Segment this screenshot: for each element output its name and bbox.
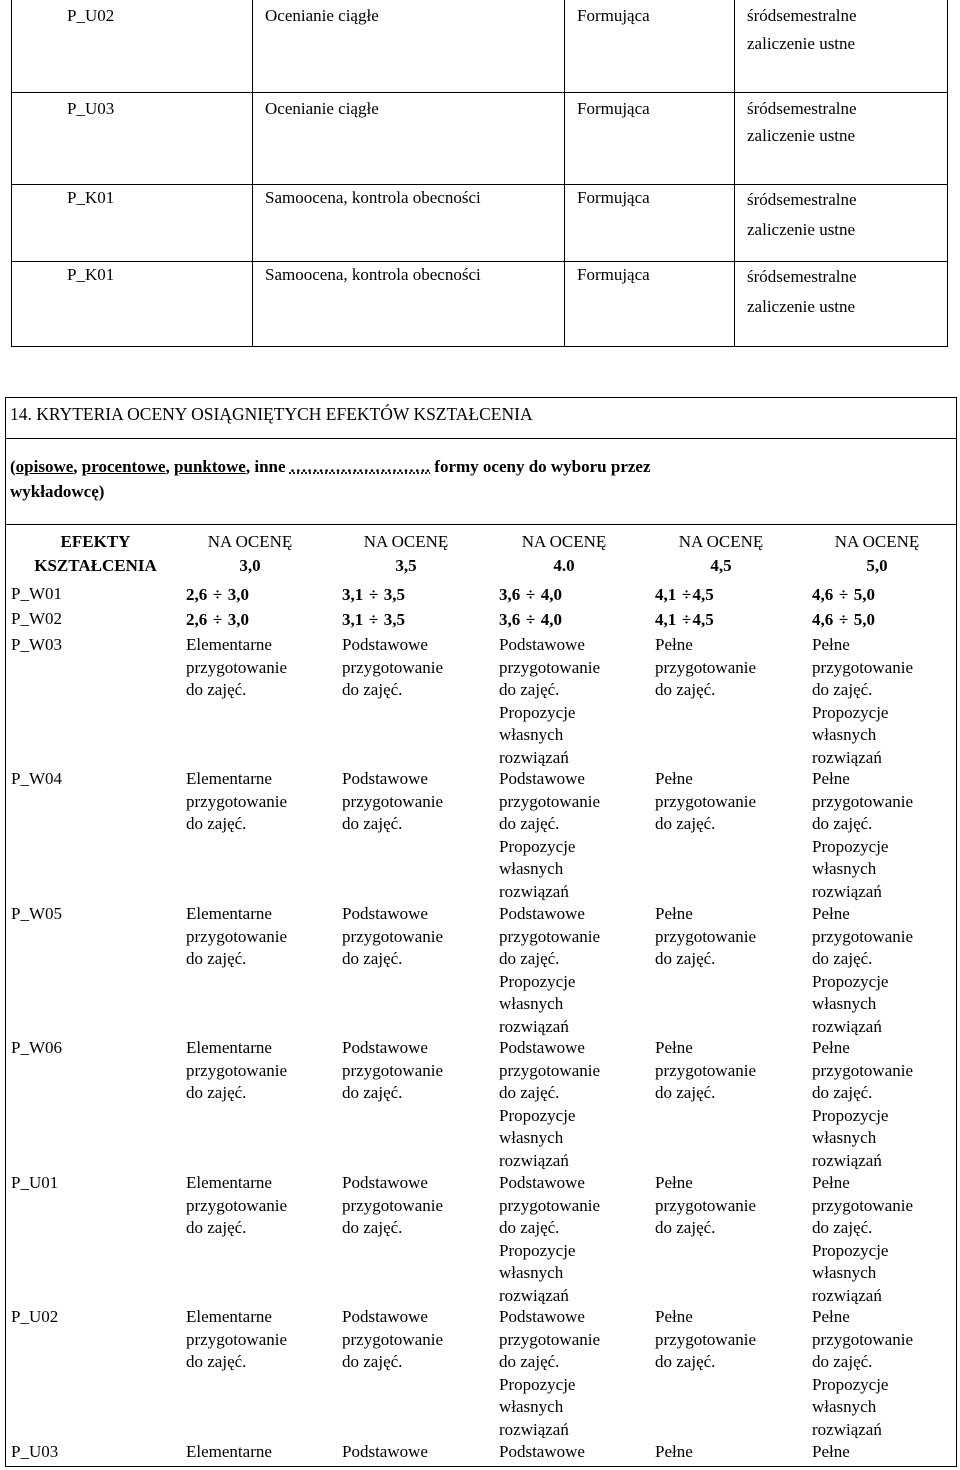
- criterion-line: do zajęć.: [812, 1218, 873, 1237]
- criterion-line: Pełne: [655, 1173, 693, 1192]
- assessment-method: Samoocena, kontrola obecności: [265, 265, 481, 284]
- assessment-type: zaliczenie ustne: [747, 220, 856, 239]
- criterion-line: do zajęć.: [655, 1218, 716, 1237]
- criterion-line: rozwiązań: [499, 1016, 569, 1036]
- grade-criterion: [186, 1172, 287, 1240]
- criterion-line: przygotowanie: [186, 1329, 288, 1349]
- criterion-line: przygotowanie: [342, 791, 444, 811]
- criterion-line: Podstawowe: [499, 1038, 585, 1057]
- grade-criterion: [342, 634, 443, 702]
- range-divider: ÷: [212, 610, 223, 629]
- criterion-line: do zajęć.: [499, 1083, 560, 1102]
- criterion-line: własnych: [499, 1397, 564, 1416]
- range-divider: ÷: [681, 585, 692, 604]
- grade-range: [186, 584, 249, 606]
- grade-range: [342, 584, 405, 606]
- criterion-line: przygotowanie: [342, 1060, 444, 1080]
- criterion-line: Pełne: [812, 769, 850, 788]
- range-from: 4,1: [655, 610, 677, 629]
- section-heading: 14. KRYTERIA OCENY OSIĄGNIĘTYCH EFEKTÓW KSZTAŁCENIA: [10, 404, 533, 424]
- criterion-line: Podstawowe: [342, 1038, 428, 1057]
- grade-range: [655, 584, 714, 606]
- range-to: 3,5: [383, 585, 405, 604]
- criterion-line: przygotowanie: [499, 657, 601, 677]
- grade-criterion: [186, 903, 287, 971]
- criterion-line: Podstawowe: [342, 635, 428, 654]
- grade-criterion: [186, 768, 287, 836]
- criterion-line: rozwiązań: [499, 1419, 569, 1439]
- grade-criterion: [812, 634, 913, 769]
- criterion-line: rozwiązań: [812, 1285, 882, 1305]
- range-divider: ÷: [838, 585, 849, 604]
- grade-criterion: [655, 1037, 756, 1105]
- criterion-line: Propozycje: [812, 702, 889, 722]
- assessment-form: Formująca: [577, 188, 650, 207]
- criterion-line: Pełne: [655, 1038, 693, 1057]
- effect-code: P_U02: [11, 1307, 59, 1326]
- subtitle-divider: [5, 524, 957, 525]
- heading-divider: [5, 438, 957, 439]
- criterion-line: Pełne: [655, 1307, 693, 1326]
- criterion-line: rozwiązań: [499, 747, 569, 767]
- criterion-line: do zajęć.: [812, 1352, 873, 1371]
- range-from: 2,6: [186, 585, 208, 604]
- criterion-line: przygotowanie: [655, 1195, 757, 1215]
- criterion-line: Elementarne: [186, 635, 272, 654]
- grade-criterion: [655, 768, 756, 836]
- assessment-form: Formująca: [577, 265, 650, 284]
- criterion-line: rozwiązań: [812, 1150, 882, 1170]
- header-line: 5,0: [866, 556, 888, 575]
- range-divider: ÷: [212, 585, 223, 604]
- header-line: 4,5: [710, 556, 732, 575]
- range-from: 4,6: [812, 585, 834, 604]
- criterion-line: własnych: [499, 1128, 564, 1147]
- criterion-line: przygotowanie: [812, 657, 914, 677]
- criterion-line: do zajęć.: [186, 949, 247, 968]
- effect-code: P_W02: [11, 609, 62, 628]
- effect-code: P_U03: [67, 99, 115, 118]
- grade-range: [812, 609, 875, 631]
- criterion-line: własnych: [812, 725, 877, 744]
- criterion-line: własnych: [499, 725, 564, 744]
- grade-criterion: Elementarne: [186, 1442, 272, 1461]
- criterion-line: Propozycje: [499, 702, 576, 722]
- range-divider: ÷: [525, 585, 536, 604]
- criterion-line: własnych: [812, 994, 877, 1013]
- grade-criterion: [655, 1306, 756, 1374]
- criterion-line: Elementarne: [186, 904, 272, 923]
- criterion-line: Propozycje: [812, 1105, 889, 1125]
- grade-criterion: [655, 1172, 756, 1240]
- grade-criterion: [812, 903, 913, 1038]
- subtitle-option: punktowe: [174, 457, 246, 476]
- criterion-line: własnych: [812, 1263, 877, 1282]
- criterion-line: Propozycje: [499, 1240, 576, 1260]
- effect-code: P_U02: [67, 6, 115, 25]
- header-line: 3,0: [239, 556, 261, 575]
- range-from: 3,6: [499, 585, 521, 604]
- header-line: 3,5: [395, 556, 417, 575]
- criterion-line: Propozycje: [499, 971, 576, 991]
- subtitle-text: , inne: [245, 457, 290, 476]
- header-effects: [13, 530, 178, 578]
- grade-range: [499, 609, 562, 631]
- grade-criterion: [342, 768, 443, 836]
- section-subtitle: [10, 454, 910, 504]
- criterion-line: Pełne: [812, 1173, 850, 1192]
- criterion-line: do zajęć.: [342, 1083, 403, 1102]
- range-to: 4,5: [692, 585, 714, 604]
- assessment-timing: śródsemestralne: [747, 267, 857, 286]
- grade-criterion: Pełne: [655, 1442, 693, 1461]
- criterion-line: rozwiązań: [499, 1285, 569, 1305]
- criterion-line: Pełne: [812, 1038, 850, 1057]
- assessment-form: Formująca: [577, 6, 650, 25]
- effect-code: P_W04: [11, 769, 62, 788]
- criterion-line: przygotowanie: [499, 1329, 601, 1349]
- grade-criterion: [342, 1172, 443, 1240]
- criterion-line: Pełne: [655, 904, 693, 923]
- criterion-line: Pełne: [812, 904, 850, 923]
- criterion-line: do zajęć.: [812, 949, 873, 968]
- grade-criterion: Podstawowe: [499, 1442, 585, 1461]
- grade-range: [186, 609, 249, 631]
- subtitle-option: opisowe: [15, 457, 74, 476]
- grade-criterion: [812, 1037, 913, 1172]
- criterion-line: własnych: [812, 1128, 877, 1147]
- criterion-line: do zajęć.: [186, 1218, 247, 1237]
- grade-criterion: [342, 903, 443, 971]
- criterion-line: do zajęć.: [342, 949, 403, 968]
- criterion-line: przygotowanie: [342, 1329, 444, 1349]
- subtitle-option: procentowe: [81, 457, 166, 476]
- grade-criterion: [186, 1306, 287, 1374]
- subtitle-text: (: [10, 457, 16, 476]
- range-divider: ÷: [368, 585, 379, 604]
- criterion-line: własnych: [812, 859, 877, 878]
- grade-criterion: [812, 768, 913, 903]
- grade-criterion: Pełne: [812, 1442, 850, 1461]
- range-from: 3,1: [342, 610, 364, 629]
- criterion-line: własnych: [499, 994, 564, 1013]
- criterion-line: przygotowanie: [655, 791, 757, 811]
- range-from: 4,6: [812, 610, 834, 629]
- grade-criterion: [186, 634, 287, 702]
- criterion-line: do zajęć.: [499, 1352, 560, 1371]
- header-grade-4-5: [650, 530, 792, 578]
- grade-criterion: [499, 1037, 600, 1172]
- grade-criterion: [342, 1037, 443, 1105]
- grade-criterion: [499, 1172, 600, 1307]
- range-to: 5,0: [853, 610, 875, 629]
- range-from: 4,1: [655, 585, 677, 604]
- criterion-line: przygotowanie: [812, 1329, 914, 1349]
- assessment-method: Ocenianie ciągłe: [265, 6, 379, 25]
- range-from: 2,6: [186, 610, 208, 629]
- grade-criterion: [655, 634, 756, 702]
- effect-code: P_W05: [11, 904, 62, 923]
- header-line: KSZTAŁCENIA: [34, 556, 157, 575]
- grade-criterion: [499, 768, 600, 903]
- range-divider: ÷: [368, 610, 379, 629]
- grade-range: [342, 609, 405, 631]
- range-to: 3,0: [227, 585, 249, 604]
- grade-criterion: [342, 1306, 443, 1374]
- criterion-line: własnych: [812, 1397, 877, 1416]
- grade-range: [499, 584, 562, 606]
- criterion-line: rozwiązań: [499, 1150, 569, 1170]
- criterion-line: Podstawowe: [499, 1173, 585, 1192]
- header-line: NA OCENĘ: [363, 532, 449, 551]
- grade-criterion: Podstawowe: [342, 1442, 428, 1461]
- effect-code: P_U03: [11, 1442, 59, 1461]
- assessment-methods-table: [11, 0, 948, 347]
- header-line: 4.0: [553, 556, 575, 575]
- table-row: [12, 93, 947, 185]
- criterion-line: do zajęć.: [655, 1083, 716, 1102]
- criterion-line: Pełne: [812, 1307, 850, 1326]
- criterion-line: do zajęć.: [499, 949, 560, 968]
- range-to: 4,0: [540, 610, 562, 629]
- criterion-line: do zajęć.: [655, 680, 716, 699]
- assessment-type: zaliczenie ustne: [747, 34, 856, 53]
- grade-criterion: [499, 1306, 600, 1441]
- criterion-line: do zajęć.: [342, 814, 403, 833]
- criterion-line: Propozycje: [812, 971, 889, 991]
- criterion-line: rozwiązań: [812, 1016, 882, 1036]
- grade-range: [812, 584, 875, 606]
- criterion-line: Propozycje: [812, 1374, 889, 1394]
- assessment-method: Samoocena, kontrola obecności: [265, 188, 481, 207]
- criterion-line: do zajęć.: [499, 1218, 560, 1237]
- assessment-method: Ocenianie ciągłe: [265, 99, 379, 118]
- header-line: NA OCENĘ: [834, 532, 920, 551]
- criterion-line: do zajęć.: [342, 1352, 403, 1371]
- table-row: [12, 0, 947, 93]
- criterion-line: do zajęć.: [812, 680, 873, 699]
- criterion-line: Podstawowe: [342, 904, 428, 923]
- range-to: 4,5: [692, 610, 714, 629]
- criterion-line: Podstawowe: [499, 769, 585, 788]
- criterion-line: do zajęć.: [812, 1083, 873, 1102]
- criterion-line: do zajęć.: [342, 1218, 403, 1237]
- effect-code: P_U01: [11, 1173, 59, 1192]
- effect-code: P_W03: [11, 635, 62, 654]
- subtitle-fill-line: …………………….: [289, 457, 431, 476]
- table-row: [12, 185, 947, 262]
- criterion-line: do zajęć.: [655, 814, 716, 833]
- criterion-line: Pełne: [655, 635, 693, 654]
- criterion-line: Pełne: [812, 635, 850, 654]
- criterion-line: przygotowanie: [186, 1060, 288, 1080]
- criterion-line: Elementarne: [186, 1307, 272, 1326]
- range-divider: ÷: [681, 610, 692, 629]
- criterion-line: do zajęć.: [186, 814, 247, 833]
- effect-code: P_K01: [67, 188, 115, 207]
- range-from: 3,6: [499, 610, 521, 629]
- criterion-line: Elementarne: [186, 1038, 272, 1057]
- range-from: 3,1: [342, 585, 364, 604]
- range-divider: ÷: [838, 610, 849, 629]
- grade-criterion: [812, 1172, 913, 1307]
- criterion-line: przygotowanie: [499, 1060, 601, 1080]
- table-row: [12, 262, 947, 346]
- criterion-line: rozwiązań: [499, 881, 569, 901]
- criterion-line: przygotowanie: [812, 791, 914, 811]
- criterion-line: przygotowanie: [499, 1195, 601, 1215]
- subtitle-text: wykładowcę): [10, 482, 105, 501]
- header-line: NA OCENĘ: [207, 532, 293, 551]
- range-to: 4,0: [540, 585, 562, 604]
- criterion-line: przygotowanie: [499, 791, 601, 811]
- criterion-line: Podstawowe: [342, 769, 428, 788]
- criterion-line: Podstawowe: [499, 1307, 585, 1326]
- criterion-line: własnych: [499, 1263, 564, 1282]
- criterion-line: przygotowanie: [186, 926, 288, 946]
- criterion-line: Pełne: [655, 769, 693, 788]
- criterion-line: przygotowanie: [499, 926, 601, 946]
- range-divider: ÷: [525, 610, 536, 629]
- subtitle-text: formy oceny do wyboru przez: [430, 457, 651, 476]
- criterion-line: Propozycje: [499, 1374, 576, 1394]
- criterion-line: przygotowanie: [342, 926, 444, 946]
- criterion-line: przygotowanie: [812, 926, 914, 946]
- assessment-type: zaliczenie ustne: [747, 297, 856, 316]
- criterion-line: przygotowanie: [812, 1195, 914, 1215]
- criterion-line: do zajęć.: [186, 1083, 247, 1102]
- criterion-line: do zajęć.: [655, 1352, 716, 1371]
- criterion-line: przygotowanie: [342, 1195, 444, 1215]
- assessment-timing: śródsemestralne: [747, 6, 857, 25]
- range-to: 3,0: [227, 610, 249, 629]
- criterion-line: do zajęć.: [186, 1352, 247, 1371]
- criterion-line: Podstawowe: [499, 904, 585, 923]
- header-line: EFEKTY: [60, 532, 131, 551]
- header-grade-3-0: [179, 530, 321, 578]
- header-grade-3-5: [335, 530, 477, 578]
- criterion-line: przygotowanie: [186, 657, 288, 677]
- criterion-line: do zajęć.: [655, 949, 716, 968]
- criterion-line: rozwiązań: [812, 1419, 882, 1439]
- assessment-timing: śródsemestralne: [747, 190, 857, 209]
- criterion-line: przygotowanie: [655, 657, 757, 677]
- effect-code: P_W01: [11, 584, 62, 603]
- criterion-line: Elementarne: [186, 769, 272, 788]
- criterion-line: przygotowanie: [655, 1329, 757, 1349]
- criterion-line: do zajęć.: [342, 680, 403, 699]
- grade-criterion: [499, 903, 600, 1038]
- assessment-timing: śródsemestralne: [747, 99, 857, 118]
- criterion-line: przygotowanie: [655, 926, 757, 946]
- header-line: NA OCENĘ: [678, 532, 764, 551]
- criterion-line: Propozycje: [812, 836, 889, 856]
- range-to: 3,5: [383, 610, 405, 629]
- criterion-line: Elementarne: [186, 1173, 272, 1192]
- criterion-line: własnych: [499, 859, 564, 878]
- criterion-line: rozwiązań: [812, 747, 882, 767]
- grade-criterion: [812, 1306, 913, 1441]
- criterion-line: Podstawowe: [342, 1173, 428, 1192]
- criterion-line: do zajęć.: [186, 680, 247, 699]
- grade-criterion: [186, 1037, 287, 1105]
- criterion-line: Podstawowe: [342, 1307, 428, 1326]
- grade-range: [655, 609, 714, 631]
- criterion-line: przygotowanie: [186, 791, 288, 811]
- criterion-line: Podstawowe: [499, 635, 585, 654]
- header-grade-4-0: [493, 530, 635, 578]
- criterion-line: Propozycje: [499, 1105, 576, 1125]
- criterion-line: do zajęć.: [499, 680, 560, 699]
- criterion-line: do zajęć.: [499, 814, 560, 833]
- grade-criterion: [655, 903, 756, 971]
- grade-criterion: [499, 634, 600, 769]
- subtitle-text: ,: [165, 457, 175, 476]
- criterion-line: do zajęć.: [812, 814, 873, 833]
- criterion-line: Propozycje: [812, 1240, 889, 1260]
- effect-code: P_W06: [11, 1038, 62, 1057]
- assessment-type: zaliczenie ustne: [747, 126, 856, 145]
- criterion-line: Propozycje: [499, 836, 576, 856]
- criterion-line: przygotowanie: [186, 1195, 288, 1215]
- subtitle-text: ,: [73, 457, 82, 476]
- header-grade-5-0: [806, 530, 948, 578]
- assessment-form: Formująca: [577, 99, 650, 118]
- criterion-line: rozwiązań: [812, 881, 882, 901]
- effect-code: P_K01: [67, 265, 115, 284]
- range-to: 5,0: [853, 585, 875, 604]
- header-line: NA OCENĘ: [521, 532, 607, 551]
- criterion-line: przygotowanie: [342, 657, 444, 677]
- criterion-line: przygotowanie: [812, 1060, 914, 1080]
- criterion-line: przygotowanie: [655, 1060, 757, 1080]
